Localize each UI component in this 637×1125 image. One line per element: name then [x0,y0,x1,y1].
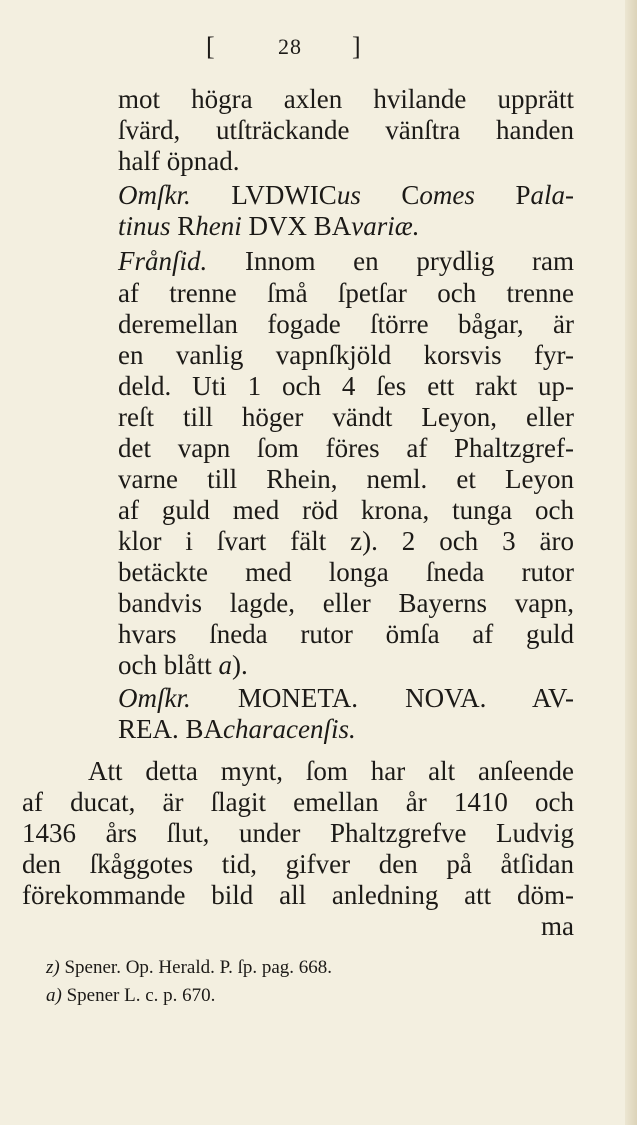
page-edge [625,0,637,1125]
inscription-segment: P [515,180,531,210]
reverse-first-text: Innom en prydlig ram [244,246,575,276]
inscription-segment: tinus [118,211,171,241]
inscription-word [231,180,361,210]
text-line: klor i ſvart fält z). 2 och 3 äro [118,526,574,556]
footnote-text: Spener. Op. Herald. P. ſp. pag. 668. [64,957,333,978]
inscription-segment: omes [419,180,475,210]
inscription-segment: variæ. [351,211,420,241]
text-segment: ). [231,650,248,680]
inscription-line [118,683,574,714]
inscription-line [118,211,574,242]
inscription-segment: heni [195,211,242,241]
inscription-label: Omſkr. [118,683,191,713]
inscription-segment: characenſis. [223,714,356,744]
footnote-mark: a) [46,985,62,1006]
page-number: 28 [278,34,302,59]
inscription-word [515,180,574,210]
text-line: en vanlig vapnſkjöld korsvis fyr- [118,340,574,370]
text-line: reſt till höger vändt Leyon, eller [118,402,574,432]
header-bracket-left: [ [206,32,215,61]
text-line: af ducat, är ſlagit emellan år 1410 och [22,787,574,817]
inscription-segment: us [336,180,361,210]
text-line [118,650,574,681]
inscription-segment: LVDWIC [231,180,337,210]
text-segment: och blått [118,650,219,680]
footnote [46,956,332,980]
inscription-line [118,714,574,745]
text-line: mot högra axlen hvilande upprätt [118,84,574,114]
inscription-segment: DVX BA [241,211,352,241]
inscription-segment: MONETA. NOVA. AV- [237,683,574,713]
text-line: deld. Uti 1 och 4 ſes ett rakt up- [118,371,574,401]
header-bracket-right: ] [352,32,361,61]
text-line: betäckte med longa ſneda rutor [118,557,574,587]
inscription-segment: ala- [530,180,574,210]
text-line: varne till Rhein, neml. et Leyon [118,464,574,494]
inscription-segment: R [170,211,196,241]
text-line: deremellan fogade ſtörre bågar, är [118,309,574,339]
text-line: 1436 års ſlut, under Phaltzgrefve Ludvig [22,818,574,848]
footnote-ref: a [218,650,232,680]
text-line: det vapn ſom föres af Phaltzgref- [118,433,574,463]
inscription-segment: REA. BA [118,714,224,744]
text-line: af trenne ſmå ſpetſar och trenne [118,278,574,308]
text-line: ſvärd, utſträckande vänſtra handen [118,115,574,145]
catchword: ma [541,911,574,941]
page-header [0,32,637,66]
inscription-word [401,180,475,210]
reverse-label: Frånſid. [118,246,208,276]
text-line: Att detta mynt, ſom har alt anſeende [88,756,574,786]
text-line: hvars ſneda rutor ömſa af guld [118,619,574,649]
inscription-label: Omſkr. [118,180,191,210]
text-line: förekommande bild all anledning att döm- [22,880,574,910]
footnote-mark: z) [46,957,60,978]
footnote-text: Spener L. c. p. 670. [66,985,216,1006]
inscription-line [118,180,574,211]
text-line: bandvis lagde, eller Bayerns vapn, [118,588,574,618]
text-line: half öpnad. [118,146,240,176]
inscription-segment: C [401,180,420,210]
footnote [46,984,215,1008]
text-line: af guld med röd krona, tunga och [118,495,574,525]
text-line: den ſkåggotes tid, gifver den på åtſidan [22,849,574,879]
text-line [118,246,574,277]
